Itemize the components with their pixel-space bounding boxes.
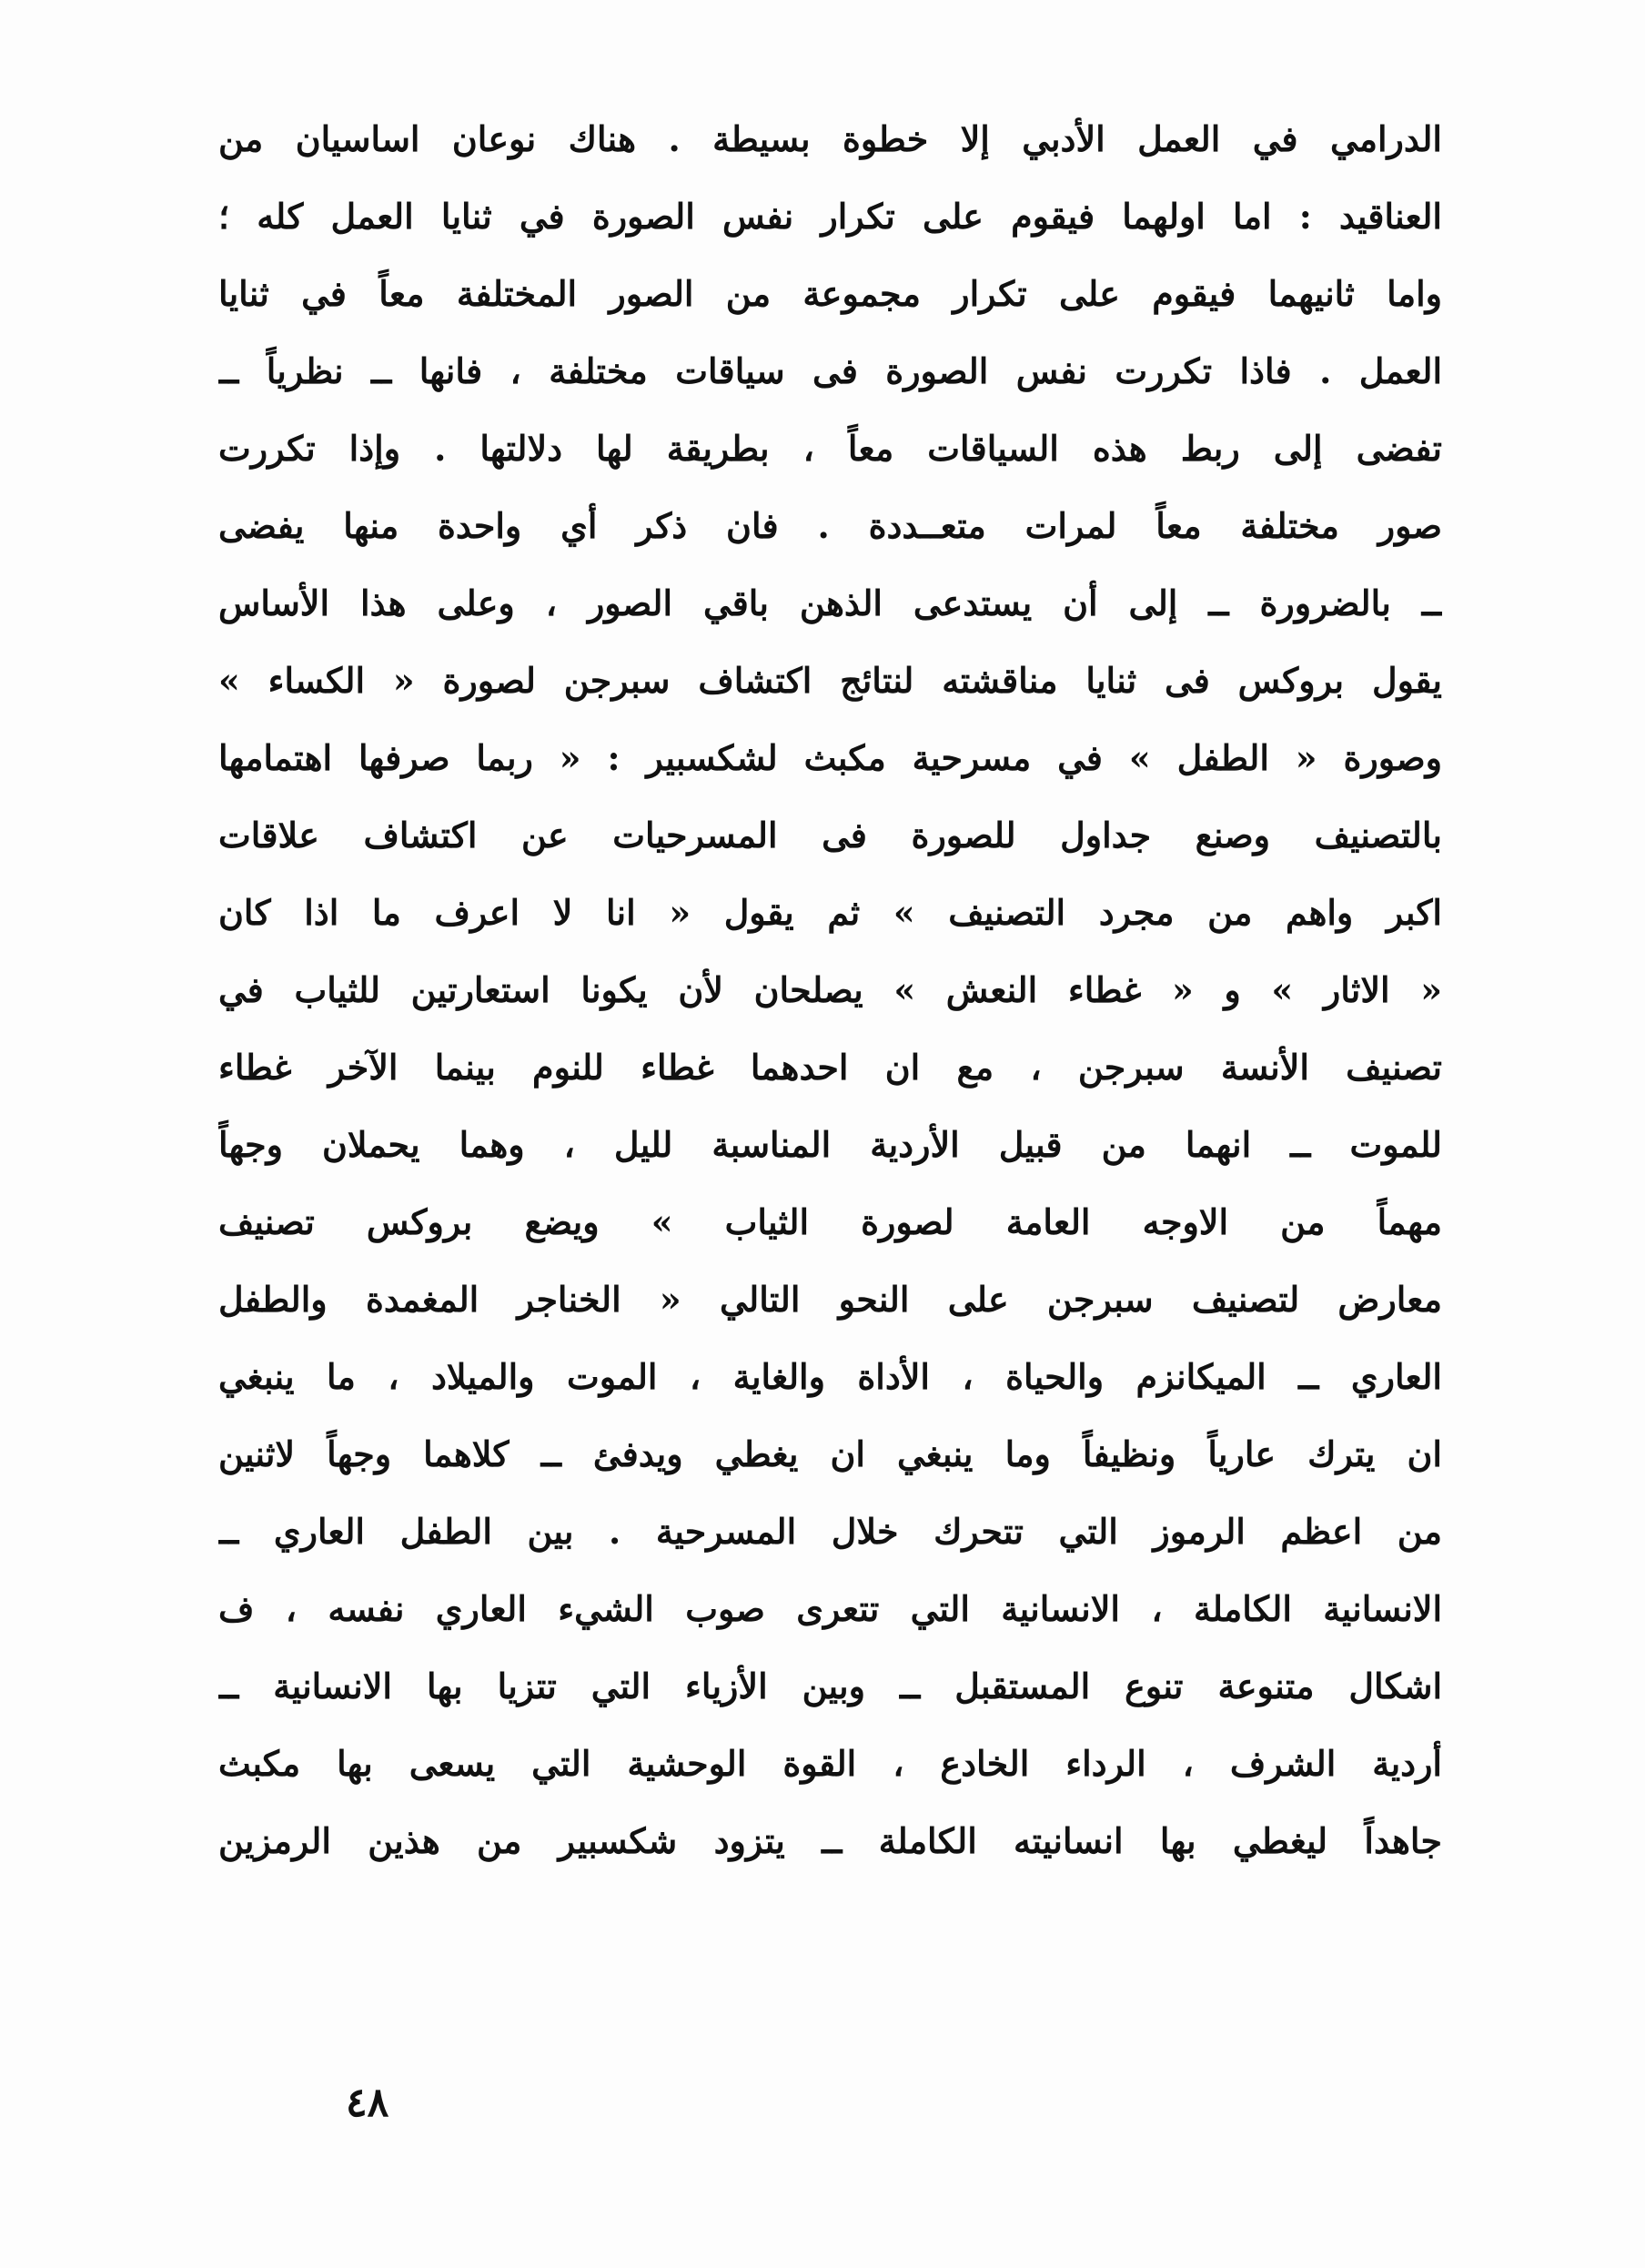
text-line-15: مهماً من الاوجه العامة لصورة الثياب » ويضع بروكس تصنيف <box>218 1201 1442 1242</box>
text-line-9: وصورة « الطفل » في مسرحية مكبث لشكسبير : « ربما صرفها اهتمامها <box>218 737 1442 778</box>
text-line-21: اشكال متنوعة تنوع المستقبل ــ وبين الأزياء التي تتزيا بها الانسانية ــ <box>218 1666 1442 1706</box>
text-line-19: من اعظم الرموز التي تتحرك خلال المسرحية . بين الطفل العاري ــ <box>218 1511 1442 1552</box>
text-line-1: الدرامي في العمل الأدبي إلا خطوة بسيطة . هناك نوعان اساسيان من <box>218 118 1442 159</box>
text-line-18: ان يترك عارياً ونظيفاً وما ينبغي ان يغطي ويدفئ ــ كلاهما وجهاً لاثنين <box>218 1433 1442 1474</box>
text-line-6: صور مختلفة معاً لمرات متعــددة . فان ذكر أي واحدة منها يفضى <box>218 505 1442 546</box>
text-line-20: الانسانية الكاملة ، الانسانية التي تتعرى صوب الشيء العاري نفسه ، ف <box>218 1588 1442 1629</box>
text-line-10: بالتصنيف وصنع جداول للصورة فى المسرحيات عن اكتشاف علاقات <box>218 815 1442 856</box>
text-line-8: يقول بروكس فى ثنايا مناقشته لنتائج اكتشاف سبرجن لصورة « الكساء » <box>218 660 1442 701</box>
text-line-17: العاري ــ الميكانزم والحياة ، الأداة والغاية ، الموت والميلاد ، ما ينبغي <box>218 1356 1442 1397</box>
text-line-2: العناقيد : اما اولهما فيقوم على تكرار نفس الصورة في ثنايا العمل كله ؛ <box>218 196 1442 237</box>
text-line-5: تفضى إلى ربط هذه السياقات معاً ، بطريقة لها دلالتها . وإذا تكررت <box>218 428 1442 469</box>
body-text <box>218 100 1442 1879</box>
page-number: ٤٨ <box>346 2080 389 2126</box>
text-line-12: « الاثار » و « غطاء النعش » يصلحان لأن يكونا استعارتين للثياب في <box>218 969 1442 1010</box>
text-line-14: للموت ــ انهما من قبيل الأردية المناسبة لليل ، وهما يحملان وجهاً <box>218 1124 1442 1165</box>
text-line-22: أردية الشرف ، الرداء الخادع ، القوة الوحشية التي يسعى بها مكبث <box>218 1743 1442 1784</box>
text-line-11: اكبر واهم من مجرد التصنيف » ثم يقول « انا لا اعرف ما اذا كان <box>218 892 1442 933</box>
text-line-13: تصنيف الأنسة سبرجن ، مع ان احدهما غطاء للنوم بينما الآخر غطاء <box>218 1047 1442 1088</box>
text-line-16: معارض لتصنيف سبرجن على النحو التالي « الخناجر المغمدة والطفل <box>218 1279 1442 1320</box>
text-line-4: العمل . فاذا تكررت نفس الصورة فى سياقات مختلفة ، فانها ــ نظرياً ــ <box>218 350 1442 391</box>
text-line-3: واما ثانيهما فيقوم على تكرار مجموعة من الصور المختلفة معاً في ثنايا <box>218 273 1442 314</box>
text-line-7: ــ بالضرورة ــ إلى أن يستدعى الذهن باقي الصور ، وعلى هذا الأساس <box>218 582 1442 623</box>
text-line-23: جاهداً ليغطي بها انسانيته الكاملة ــ يتزود شكسبير من هذين الرمزين <box>218 1820 1442 1861</box>
